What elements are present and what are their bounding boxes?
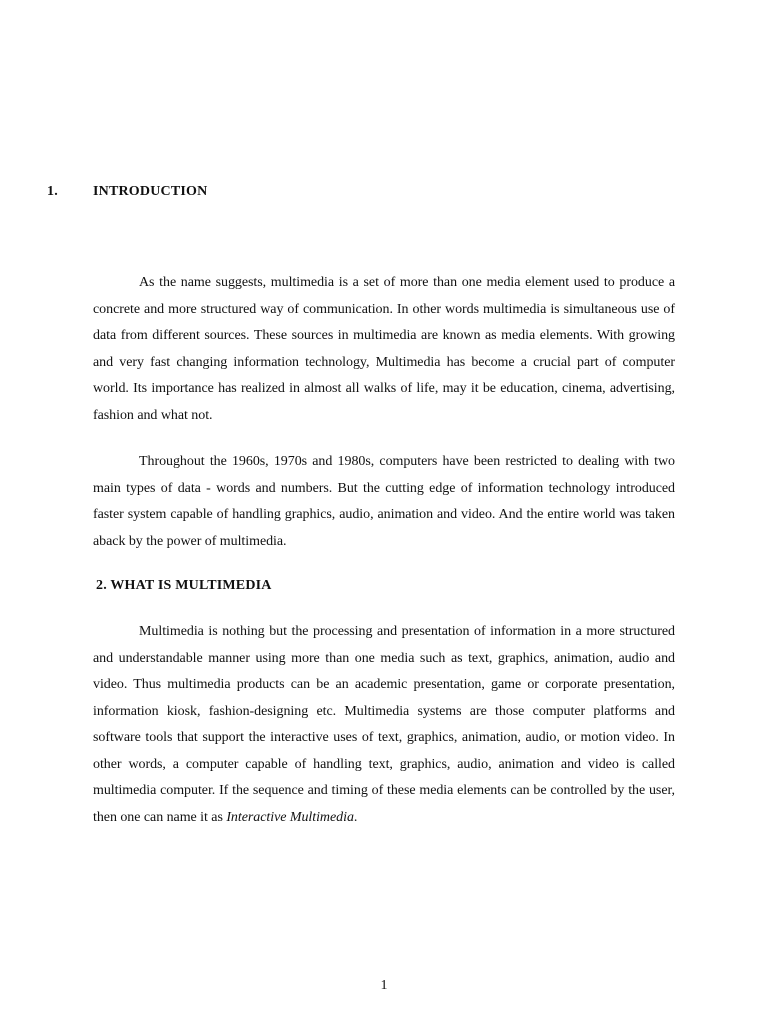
paragraph-intro-2: Throughout the 1960s, 1970s and 1980s, computers have been restricted to dealing with two main types of data - words and numbers. But the cutting edge of information technology introduced faster system capable of handling graphics, audio, animation and video. And the entire world was taken aback by the power of multimedia. <box>93 454 675 549</box>
paragraph-end: . <box>353 809 358 825</box>
paragraph-what-is-multimedia <box>93 619 675 831</box>
paragraph-text: Multimedia is nothing but the processing and presentation of information in a more structured and understandable manner using more than one media such as text, graphics, animation, audio and video. Thus multimedia products can be an academic presentation, game or corporate presentation, information kiosk, fashion-designing etc. Multimedia systems are those computer platforms and software tools that support the interactive uses of text, graphics, animation, audio, or motion video. In other words, a computer capable of handling text, graphics, audio, animation and video is called multimedia computer. If the sequence and timing of these media elements can be controlled by the user, then one can name it as <box>93 624 675 825</box>
page-number: 1 <box>380 978 388 993</box>
section-number: 1. <box>47 184 58 199</box>
section-heading-what-is-multimedia: 2. WHAT IS MULTIMEDIA <box>96 578 272 593</box>
section-title: INTRODUCTION <box>93 184 208 199</box>
paragraph-intro-1: As the name suggests, multimedia is a set of more than one media element used to produce a concrete and more structured way of communication. In other words multimedia is simultaneous use of data from different sources. These sources in multimedia are known as media elements. With growing and very fast changing information technology, Multimedia has become a crucial part of computer world. Its importance has realized in almost all walks of life, may it be education, cinema, advertising, fashion and what not. <box>93 275 675 423</box>
section-heading-introduction <box>47 184 207 200</box>
emphasis-text: Interactive Multimedia <box>226 809 354 825</box>
